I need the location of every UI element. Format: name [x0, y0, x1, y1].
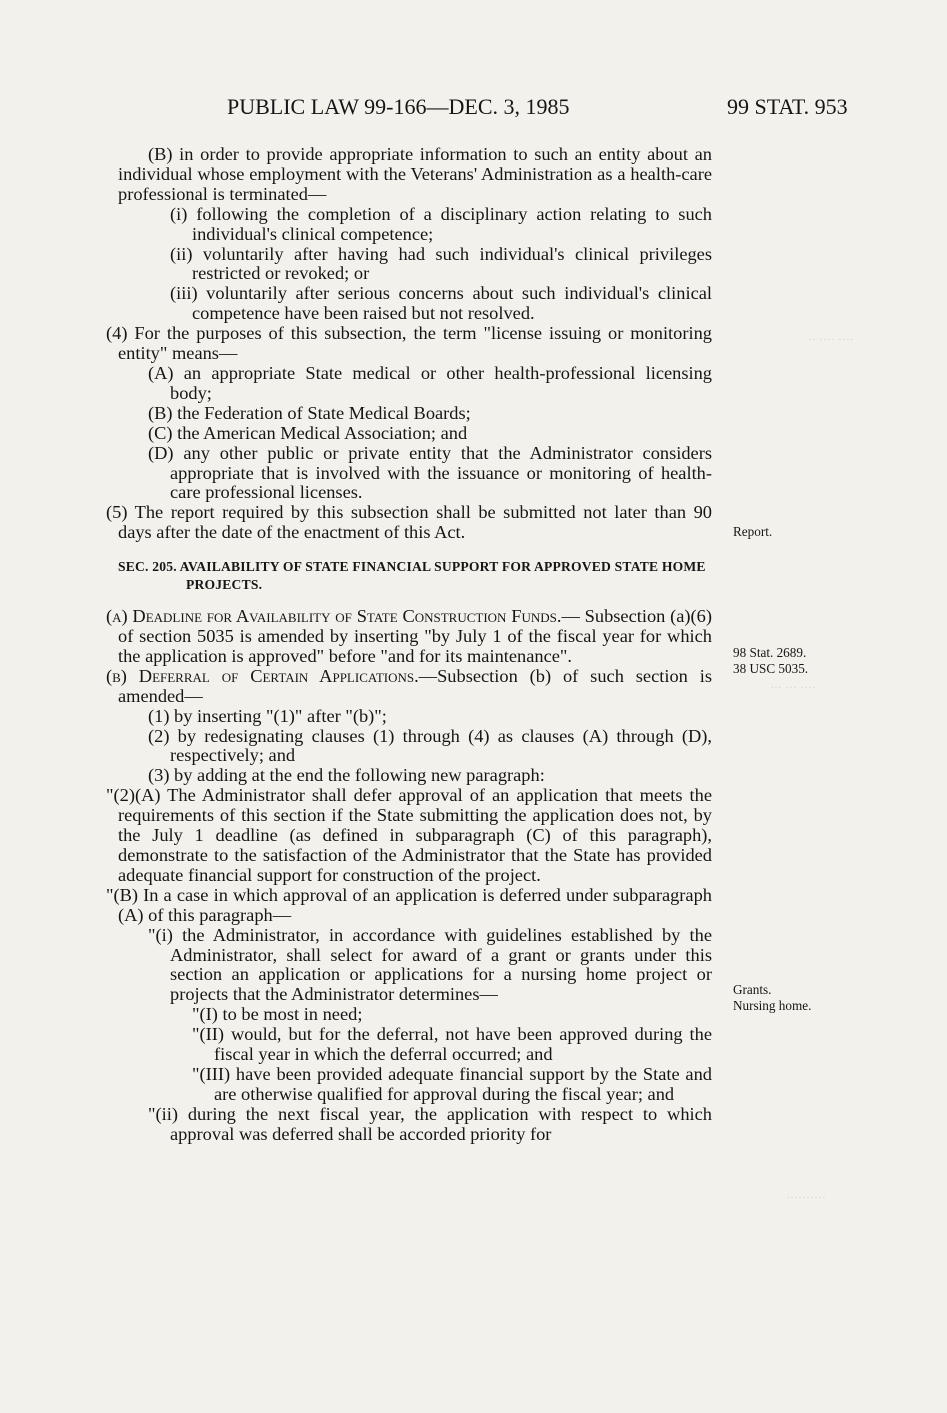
item-d-other-entity: (D) any other public or private entity that the Administrator considers appropriate that is involved with the issuance or monitoring of health-care professional licenses. [148, 442, 712, 503]
amendment-2: (2) by redesignating clauses (1) through (4) as clauses (A) through (D), respectively; and [148, 725, 712, 766]
bleed-through-text: ·········· [786, 1190, 826, 1204]
subsection-b-text: Subsection (b) of such section is amended— [118, 665, 712, 706]
sidenote-stat-ref: 98 Stat. 2689. [733, 645, 807, 660]
item-b-federation: (B) the Federation of State Medical Boards; [148, 402, 471, 423]
section-heading: SEC. 205. AVAILABILITY OF STATE FINANCIAL SUPPORT FOR APPROVED STATE HOME PROJECTS. [118, 559, 706, 593]
paragraph-b: (B) in order to provide appropriate information to such an entity about an individual whose employment with the Veterans' Administration as a health-care professional is terminated— [118, 144, 712, 204]
bleed-through-text: ·· ···· ···· [808, 332, 854, 346]
sidenote-usc-ref: 38 USC 5035. [733, 661, 809, 676]
paragraph-4: (4) For the purposes of this subsection, the term "license issuing or monitoring entity" means— [106, 323, 712, 364]
running-header-title: PUBLIC LAW 99-166—DEC. 3, 1985 [227, 94, 570, 119]
item-c-ama: (C) the American Medical Association; and [148, 422, 468, 443]
paragraph-5: (5) The report required by this subsection shall be submitted not later than 90 days after the date of the enactment of this Act. [106, 502, 712, 543]
subsection-a-text: Subsection (a)(6) of section 5035 is amended by inserting "by July 1 of the fiscal year for which the application is approved" before "and for its maintenance". [118, 606, 712, 666]
sidenote-grants: Grants. [733, 982, 772, 997]
new-subparagraph-b: "(B) In a case in which approval of an application is deferred under subparagraph (A) of this paragraph— [106, 884, 712, 925]
amendment-1: (1) by inserting "(1)" after "(b)"; [148, 705, 387, 726]
new-paragraph-2a: "(2)(A) The Administrator shall defer approval of an application that meets the requirements of this section if the State submitting the application does not, by the July 1 deadline (as defined in subparagraph (C) of this paragraph), demonstrate to the satisfaction of the Administrator that the State has provided adequate financial support for construction of the project. [106, 785, 712, 885]
clause-i: (i) following the completion of a disciplinary action relating to such individual's clinical competence; [170, 203, 712, 244]
sidenote-nursing-home: Nursing home. [733, 998, 812, 1013]
new-clause-ii: "(ii) during the next fiscal year, the application with respect to which approval was deferred shall be accorded priority for [148, 1103, 712, 1144]
page-stat-number: 99 STAT. 953 [727, 94, 848, 119]
clause-iii: (iii) voluntarily after serious concerns about such individual's clinical competence have been raised but not resolved. [170, 283, 712, 324]
bleed-through-text: ··· ··· ···· [770, 680, 816, 694]
clause-ii: (ii) voluntarily after having had such individual's clinical privileges restricted or revoked; or [170, 243, 712, 284]
subsection-a-heading: (a) Deadline for Availability of State Construction Funds.— [106, 606, 580, 627]
new-clause-i: "(i) the Administrator, in accordance with guidelines established by the Administrator, shall select for award of a grant or grants under this section an application or applications for a nursing home project or projects that the Administrator determines— [148, 924, 712, 1005]
item-a-licensing-body: (A) an appropriate State medical or other health-professional licensing body; [148, 362, 712, 403]
subsection-b [106, 665, 712, 707]
subsection-a [106, 606, 712, 667]
sidenote-report: Report. [733, 524, 773, 539]
new-subclause-III: "(III) have been provided adequate financial support by the State and are otherwise qualified for approval during the fiscal year; and [192, 1063, 712, 1104]
subsection-b-heading: (b) Deferral of Certain Applications.— [106, 665, 438, 686]
new-subclause-I: "(I) to be most in need; [192, 1004, 363, 1025]
statute-text [106, 144, 712, 1145]
amendment-3: (3) by adding at the end the following new paragraph: [148, 765, 545, 786]
new-subclause-II: "(II) would, but for the deferral, not have been approved during the fiscal year in which the deferral occurred; and [192, 1024, 712, 1065]
